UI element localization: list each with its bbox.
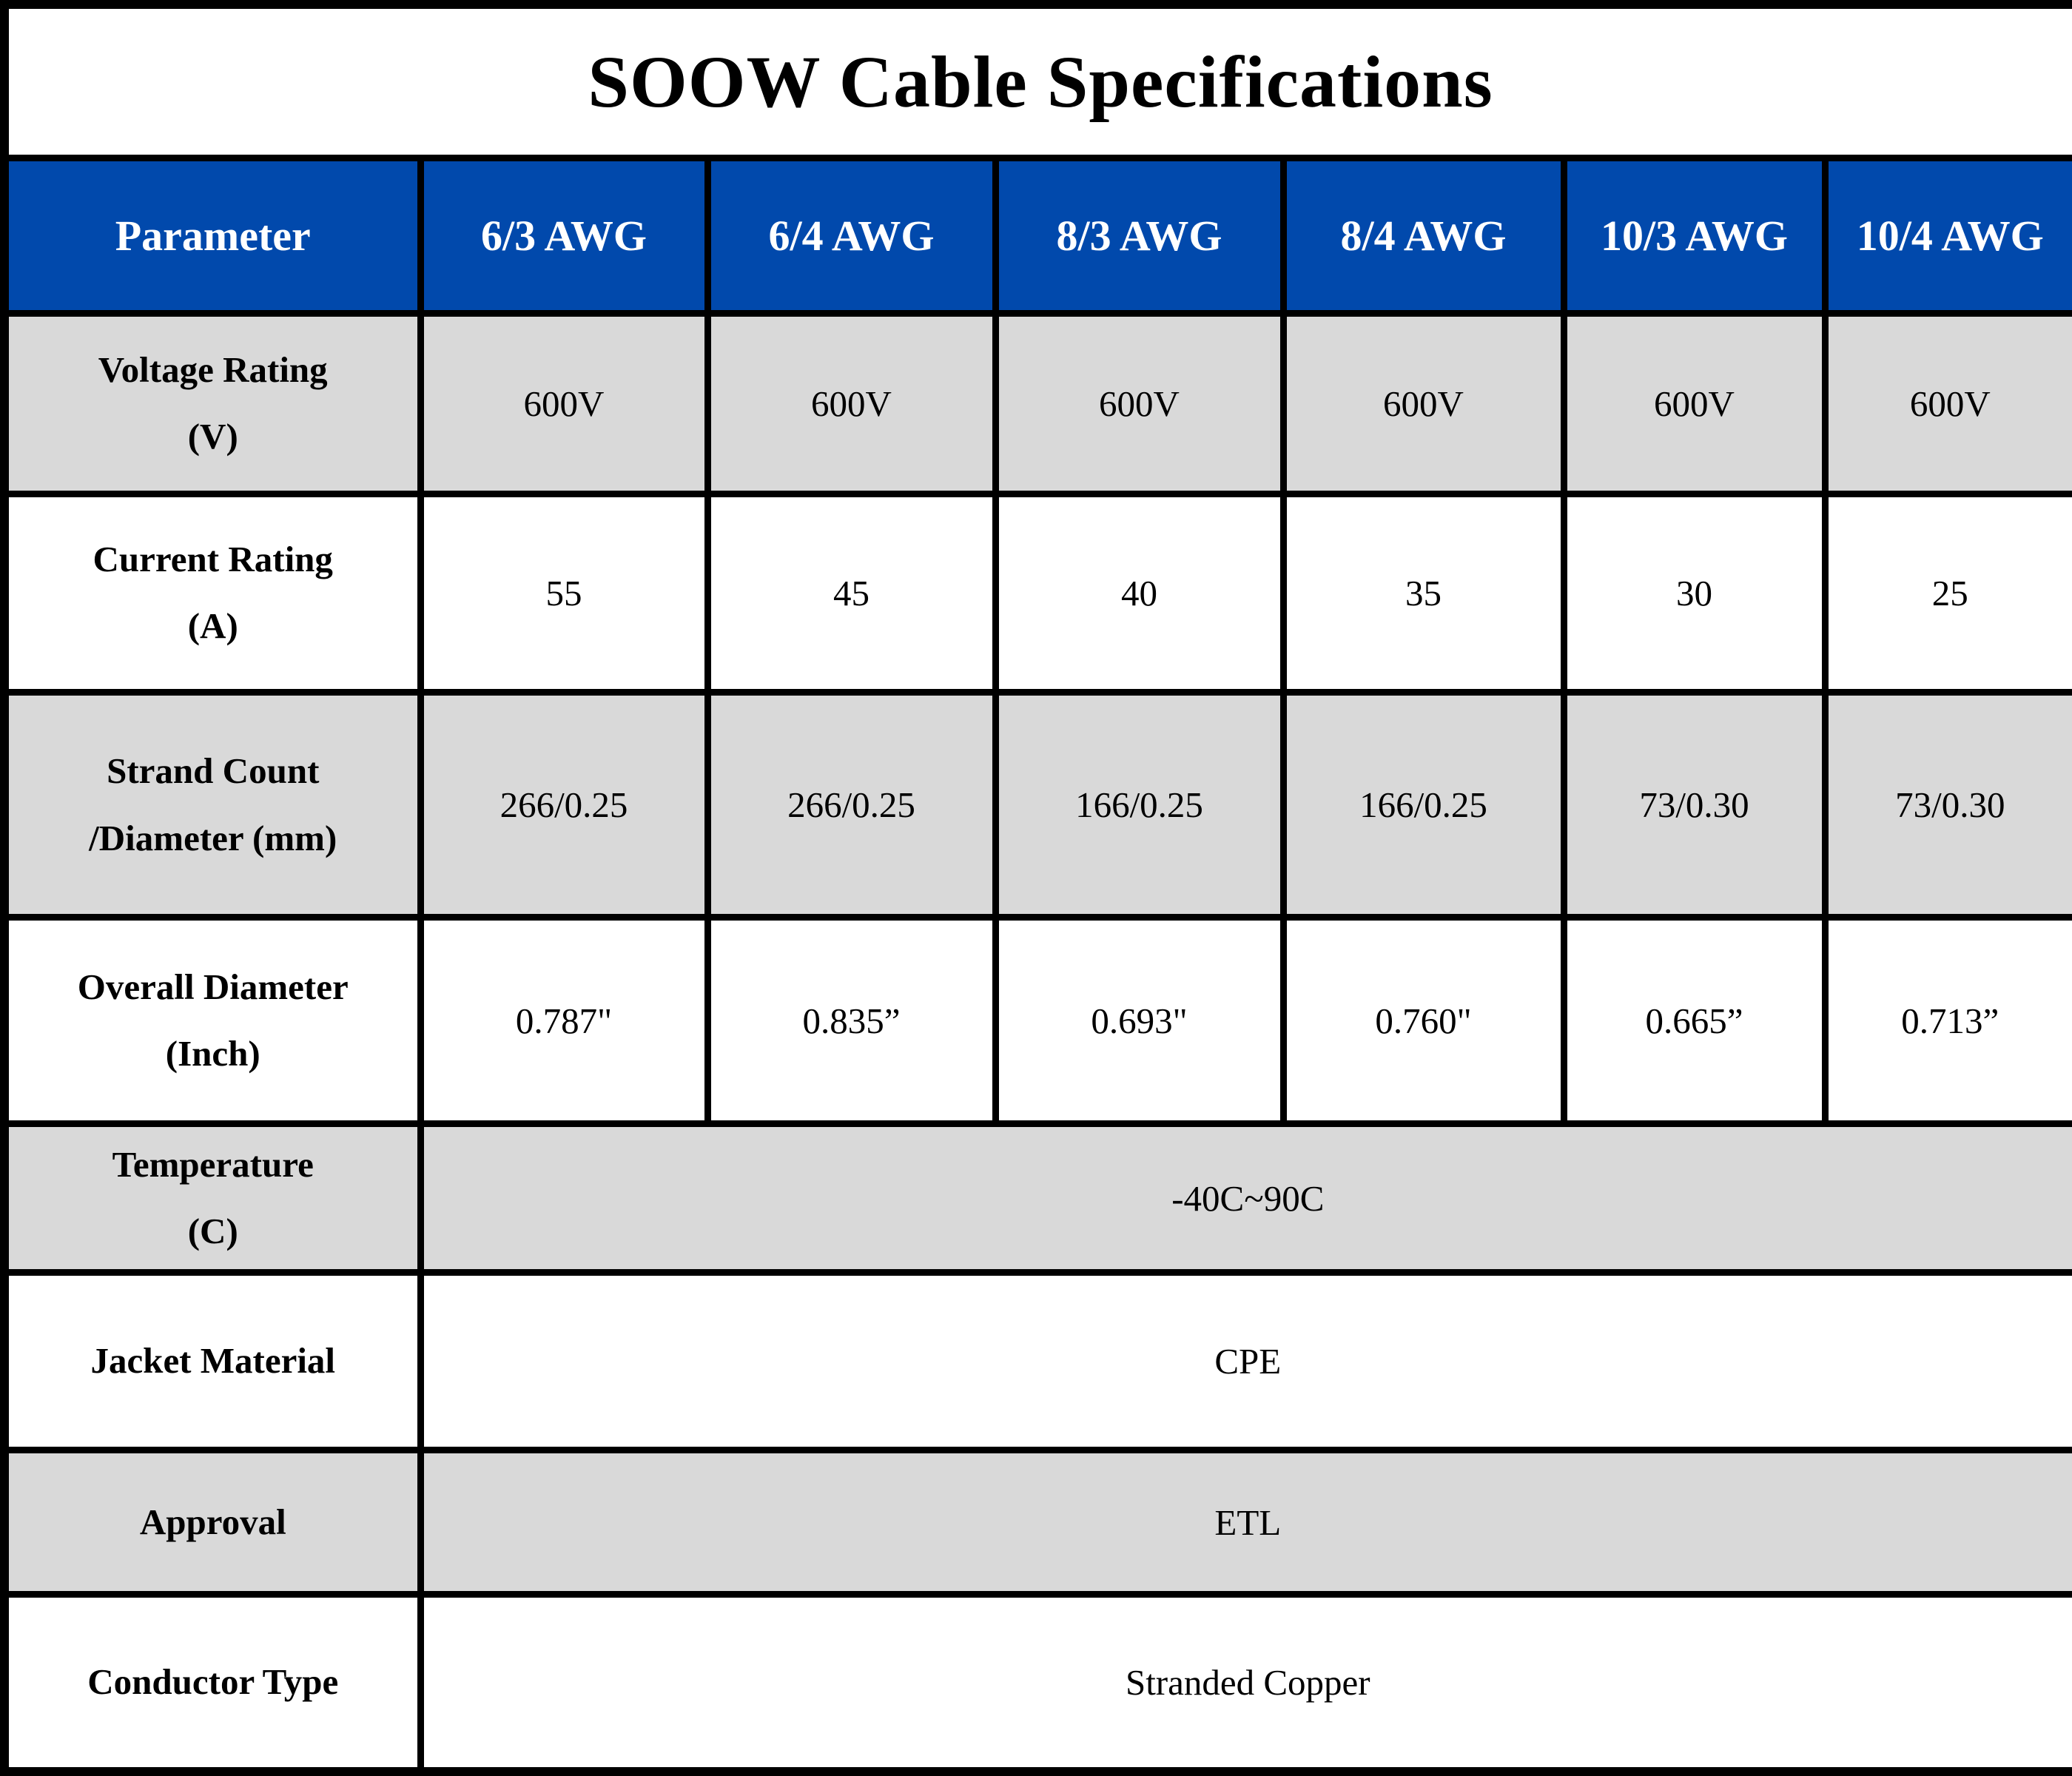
cell-voltage-6-4: 600V: [707, 313, 995, 494]
cell-temperature-range: -40C~90C: [420, 1124, 2072, 1273]
voltage-rating-row: [4, 313, 2072, 494]
cell-current-8-4: 35: [1283, 494, 1564, 692]
col-header-parameter: Parameter: [4, 158, 420, 314]
page-title: SOOW Cable Specifications: [4, 4, 2072, 158]
col-header-8-4-awg: 8/4 AWG: [1283, 158, 1564, 314]
cell-voltage-10-4: 600V: [1825, 313, 2072, 494]
row-label-current-rating: [4, 494, 420, 692]
row-label-voltage-rating: [4, 313, 420, 494]
row-label-line: (V): [187, 416, 238, 457]
row-label-line: Strand Count: [107, 750, 320, 791]
title-row: [4, 4, 2072, 158]
cell-voltage-8-4: 600V: [1283, 313, 1564, 494]
row-label-overall-diameter: [4, 917, 420, 1124]
row-label-line: (A): [187, 605, 238, 647]
cell-strand-10-3: 73/0.30: [1564, 693, 1825, 918]
cell-voltage-10-3: 600V: [1564, 313, 1825, 494]
row-label-line: Current Rating: [92, 538, 333, 579]
row-label-line: Jacket Material: [90, 1340, 336, 1382]
col-header-6-4-awg: 6/4 AWG: [707, 158, 995, 314]
cell-strand-6-4: 266/0.25: [707, 693, 995, 918]
cell-jacket-material: CPE: [420, 1272, 2072, 1450]
cell-diameter-6-4: 0.835”: [707, 917, 995, 1124]
row-label-jacket-material: [4, 1272, 420, 1450]
row-label-line: (C): [187, 1211, 238, 1252]
row-label-line: Conductor Type: [87, 1661, 339, 1703]
cell-diameter-10-3: 0.665”: [1564, 917, 1825, 1124]
cell-current-8-3: 40: [995, 494, 1283, 692]
cell-strand-6-3: 266/0.25: [420, 693, 707, 918]
cell-strand-10-4: 73/0.30: [1825, 693, 2072, 918]
cell-diameter-6-3: 0.787": [420, 917, 707, 1124]
cell-current-10-3: 30: [1564, 494, 1825, 692]
row-label-temperature: [4, 1124, 420, 1273]
conductor-type-row: [4, 1595, 2072, 1772]
overall-diameter-row: [4, 917, 2072, 1124]
approval-row: [4, 1450, 2072, 1594]
cell-diameter-10-4: 0.713”: [1825, 917, 2072, 1124]
row-label-line: Voltage Rating: [98, 349, 328, 390]
col-header-10-3-awg: 10/3 AWG: [1564, 158, 1825, 314]
cell-current-10-4: 25: [1825, 494, 2072, 692]
col-header-8-3-awg: 8/3 AWG: [995, 158, 1283, 314]
cell-voltage-8-3: 600V: [995, 313, 1283, 494]
row-label-line: Approval: [139, 1501, 286, 1542]
current-rating-row: [4, 494, 2072, 692]
row-label-strand-count: [4, 693, 420, 918]
cell-diameter-8-4: 0.760": [1283, 917, 1564, 1124]
row-label-approval: [4, 1450, 420, 1594]
row-label-line: Temperature: [112, 1143, 314, 1185]
row-label-conductor-type: [4, 1595, 420, 1772]
cell-conductor-type: Stranded Copper: [420, 1595, 2072, 1772]
row-label-line: (Inch): [165, 1033, 260, 1074]
temperature-row: [4, 1124, 2072, 1273]
col-header-10-4-awg: 10/4 AWG: [1825, 158, 2072, 314]
cell-voltage-6-3: 600V: [420, 313, 707, 494]
cell-current-6-3: 55: [420, 494, 707, 692]
strand-count-row: [4, 693, 2072, 918]
header-row: [4, 158, 2072, 314]
col-header-6-3-awg: 6/3 AWG: [420, 158, 707, 314]
cell-current-6-4: 45: [707, 494, 995, 692]
cell-strand-8-4: 166/0.25: [1283, 693, 1564, 918]
cell-strand-8-3: 166/0.25: [995, 693, 1283, 918]
jacket-material-row: [4, 1272, 2072, 1450]
cell-approval: ETL: [420, 1450, 2072, 1594]
row-label-line: /Diameter (mm): [89, 817, 337, 858]
cell-diameter-8-3: 0.693": [995, 917, 1283, 1124]
row-label-line: Overall Diameter: [77, 966, 349, 1007]
